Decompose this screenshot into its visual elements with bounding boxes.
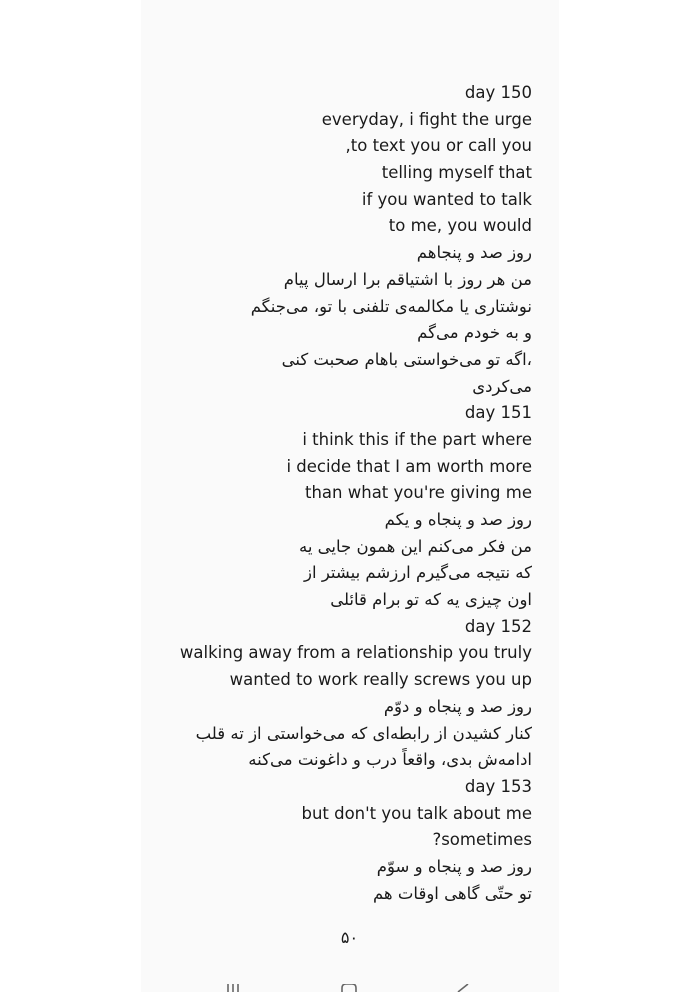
text-line: to me, you would	[388, 216, 532, 236]
text-line: day 151	[464, 403, 532, 423]
text-line: ادامه‌ش بدی، واقعاً درب و داغونت می‌کنه	[248, 750, 532, 770]
text-line: day 152	[464, 616, 532, 636]
text-block	[150, 80, 532, 907]
system-navigation-bar	[0, 978, 699, 992]
text-line: من هر روز با اشتیاقم برا ارسال پیام	[283, 269, 532, 289]
home-icon[interactable]	[340, 984, 358, 992]
text-line: walking away from a relationship you truly	[179, 643, 532, 663]
text-line: کنار کشیدن از رابطه‌ای که می‌خواستی از ته قلب	[195, 723, 532, 743]
text-line: but don't you talk about me	[301, 803, 532, 823]
text-line: ,to text you or call you	[345, 136, 532, 156]
text-line: روز صد و پنجاهم	[416, 243, 532, 263]
text-line: than what you're giving me	[305, 483, 532, 503]
text-line: می‌کردی	[472, 376, 532, 396]
text-line: روز صد و پنجاه و سوّم	[376, 856, 532, 876]
text-line: day 150	[464, 83, 532, 102]
text-line: wanted to work really screws you up	[229, 670, 532, 690]
text-line: اگه تو می‌خواستی باهام صحبت کنی،	[281, 349, 532, 369]
text-line: اون چیزی یه که تو برام قائلی	[330, 590, 532, 610]
text-line: if you wanted to talk	[361, 189, 532, 209]
page-number-text: ۵۰	[340, 928, 359, 947]
page-number	[0, 928, 699, 947]
text-line: نوشتاری یا مکالمه‌ی تلفنی با تو، می‌جنگم	[250, 296, 532, 316]
text-line: من فکر می‌کنم این همون جایی یه	[298, 536, 532, 556]
text-line: ?sometimes	[432, 830, 532, 850]
text-line: day 153	[464, 776, 532, 796]
text-line: i decide that I am worth more	[286, 456, 532, 476]
text-line: و به خودم می‌گم	[417, 323, 532, 343]
text-line: تو حتّی گاهی اوقات هم	[372, 883, 532, 903]
recents-icon[interactable]	[225, 984, 241, 992]
text-line: روز صد و پنجاه و دوّم	[383, 696, 532, 716]
text-line: i think this if the part where	[302, 429, 532, 449]
back-icon[interactable]	[452, 984, 470, 992]
text-line: روز صد و پنجاه و یکم	[384, 510, 532, 529]
text-line: everyday, i fight the urge	[321, 109, 532, 129]
text-line: telling myself that	[381, 163, 532, 183]
text-line: که نتیجه می‌گیرم ارزشم بیشتر از	[304, 563, 532, 583]
